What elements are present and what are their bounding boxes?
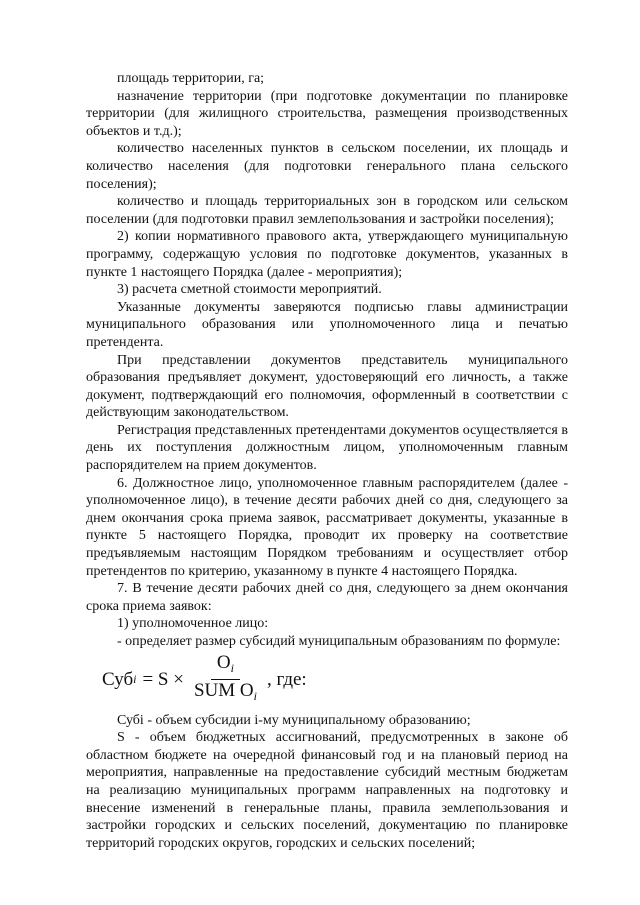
paragraph: количество населенных пунктов в сельском поселении, их площадь и количество населения (для подготовки генерального плана сельского поселения);	[86, 141, 568, 192]
paragraph: площадь территории, га;	[117, 71, 265, 86]
formula-numerator: $O_i$	[211, 654, 240, 680]
formula-fraction	[188, 654, 263, 705]
paragraph: 1) уполномоченное лицо:	[117, 616, 269, 632]
paragraph: Регистрация представленных претендентами документов осуществляется в день их поступления должностным лицом, уполномоченным главным распорядителем на прием документов.	[86, 422, 568, 474]
paragraph: Субi - объем субсидии i-му муниципальному образованию;	[117, 712, 471, 728]
formula-equals-times: = S ×	[142, 668, 184, 690]
paragraph: - определяет размер субсидий муниципальным образованиям по формуле:	[117, 634, 561, 649]
subsidy-formula	[102, 654, 568, 706]
paragraph: 2) копии нормативного правового акта, утверждающего муниципальную программу, содержащую условия по подготовке документов, указанных в пункте 1 настоящего Порядка (далее - мероприятия);	[86, 229, 568, 280]
formula-lhs-subscript: i	[133, 671, 137, 686]
paragraph: При представлении документов представитель муниципального образования предъявляет документ, удостоверяющий его личность, а также документ, подтверждающий его полномочия, оформленный в соответствии с действующим законодательством.	[86, 352, 568, 421]
paragraph: Указанные документы заверяются подписью главы администрации муниципального образования или уполномоченного лица и печатью претендента.	[86, 299, 568, 350]
paragraph: 3) расчета сметной стоимости мероприятий.	[117, 282, 382, 298]
paragraph: 6. Должностное лицо, уполномоченное главным распорядителем (далее - уполномоченное лицо), в течение десяти рабочих дней со дня, следующего за днем окончания срока приема заявок, рассматривает документы, указанные в пункте 5 настоящего Порядка, проводит их проверку на соответствие предъявляемым настоящим Порядком требованиям и осуществляет отбор претендентов по критерию, указанному в пункте 4 настоящего Порядка.	[86, 475, 568, 579]
formula-suffix: , где:	[266, 668, 307, 690]
paragraph: назначение территории (при подготовке документации по планировке территории (для жилищного строительства, размещения производственных объектов и т.д.);	[86, 88, 568, 139]
paragraph: количество и площадь территориальных зон в городском или сельском поселении (для подготовки правил землепользования и застройки поселения);	[86, 194, 568, 227]
formula-lhs: Суб	[102, 668, 134, 690]
paragraph: 7. В течение десяти рабочих дней со дня, следующего за днем окончания срока приема заявок:	[86, 581, 568, 614]
paragraph: S - объем бюджетных ассигнований, предусмотренных в законе об областном бюджете на очередной финансовый год и на плановый период на мероприятия, направленные на предоставление субсидий местным бюджетам на реализацию муниципальных программ направленных на подготовку и внесение изменений в генеральные планы, правила землепользования и застройки городских и сельских поселений, документацию по планировке территорий городских округов, городских и сельских поселений;	[86, 730, 568, 851]
document-page	[86, 70, 568, 852]
formula-denominator: SUM $O_i$	[193, 679, 257, 703]
